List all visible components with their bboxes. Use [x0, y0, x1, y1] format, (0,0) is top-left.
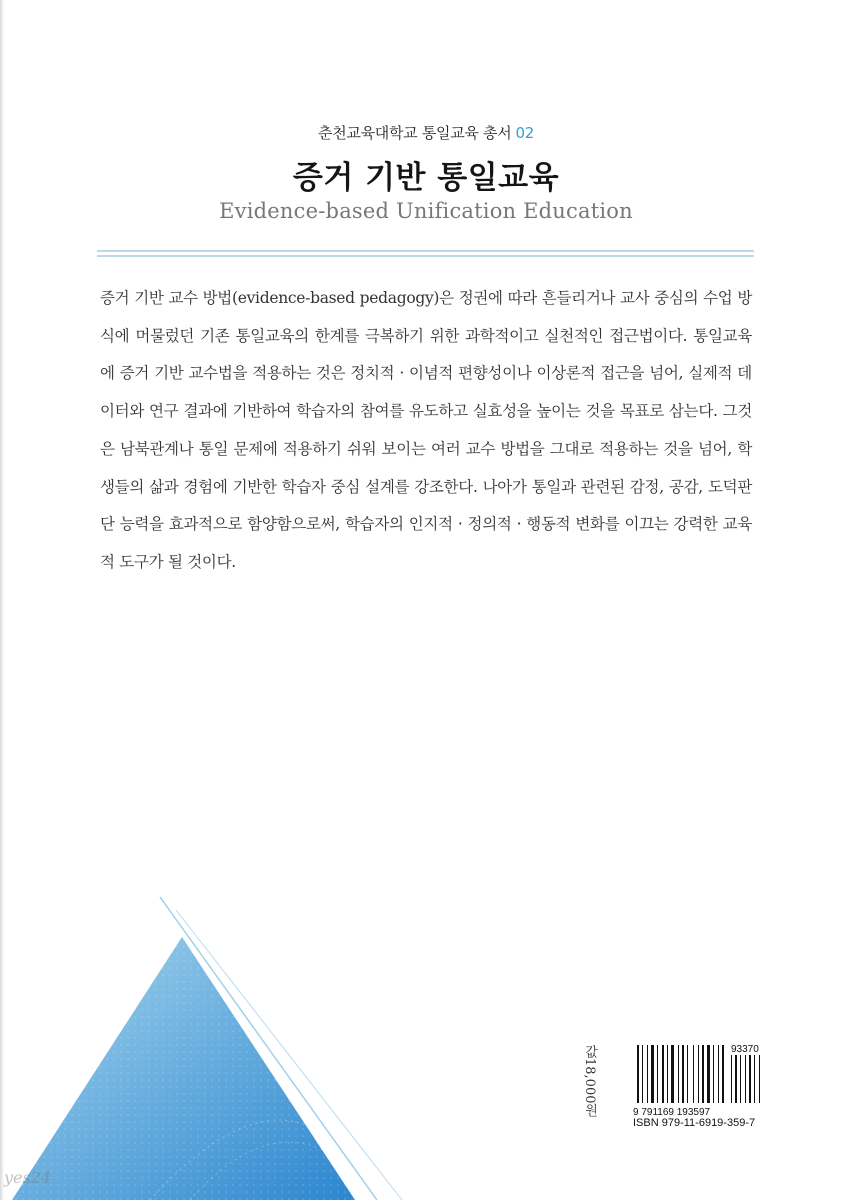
series-number: 02 — [515, 124, 534, 142]
addon-code: 93370 — [731, 1044, 759, 1055]
book-description: 증거 기반 교수 방법(evidence-based pedagogy)은 정권에 따라 흔들리거나 교사 중심의 수업 방식에 머물렀던 기존 통일교육의 한계를 극복하기 위한 과학적이고 실천적인 접근법이다. 통일교육에 증거 기반 교수법을 적용하는 것은 정치적 · 이념적 편향성이나 이상론적 접근을 넘어, 실제적 데이터와 연구 결과에 기반하여 학습자의 참여를 유도하고 실효성을 높이는 것을 목표로 삼는다. 그것은 남북관계나 통일 문제에 적용하기 쉬워 보이는 여러 교수 방법을 그대로 적용하는 것을 넘어, 학생들의 삶과 경험에 기반한 학습자 중심 설계를 강조한다. 나아가 통일과 관련된 감정, 공감, 도덕판단 능력을 효과적으로 함양함으로써, 학습자의 인지적 · 정의적 · 행동적 변화를 이끄는 강력한 교육적 도구가 될 것이다. — [100, 289, 752, 571]
isbn-number: ISBN 979-11-6919-359-7 — [633, 1117, 756, 1129]
title-divider-top — [97, 250, 754, 252]
book-subtitle: Evidence-based Unification Education — [219, 199, 633, 223]
series-label — [0, 122, 852, 143]
watermark-logo: yes24 — [4, 1168, 52, 1187]
isbn-barcode — [633, 1043, 793, 1117]
title-divider-bottom — [97, 255, 754, 257]
barcode-digits: 9 791169 193597 — [633, 1107, 711, 1117]
price-label: 값18,000원 — [582, 1045, 597, 1117]
book-title: 증거 기반 통일교육 — [292, 160, 560, 196]
series-name: 춘천교육대학교 통일교육 총서 — [318, 124, 512, 142]
decorative-triangle — [0, 870, 420, 1200]
